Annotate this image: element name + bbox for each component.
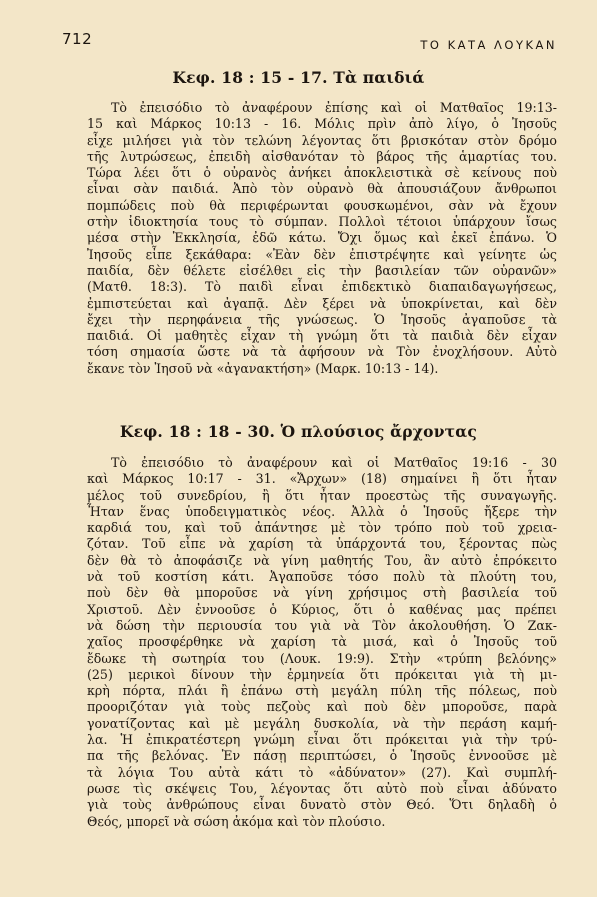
text-line: καρδιά του, καὶ τοῦ ἀπάντησε μὲ τὸν τρόπο ποὺ τοῦ χρεια- bbox=[87, 520, 557, 536]
text-line: δὲν θὰ τὸ ἀποφάσιζε νὰ γίνη μαθητής Του, ἂν αὐτὸ ἐπρόκειτο bbox=[87, 552, 557, 568]
text-line: Τὸ ἐπεισόδιο τὸ ἀναφέρουν ἐπίσης καὶ οἱ Ματθαῖος 19:13- bbox=[111, 100, 557, 115]
text-line: παιδιά. Οἱ μαθητὲς εἶχαν τὴ γνώμη ὅτι τὰ παιδιὰ δὲν εἶχαν bbox=[87, 328, 557, 344]
text-line: ποὺ δὲν θὰ μποροῦσε νὰ γίνη χρήσιμος στὴ βασιλεία τοῦ bbox=[87, 585, 557, 601]
text-line: Τὸ ἐπεισόδιο τὸ ἀναφέρουν καὶ οἱ Ματθαῖος 19:16 - 30 bbox=[111, 455, 557, 470]
text-line: τόση σημασία ὥστε νὰ τὰ ἀφήσουν νὰ Τὸν ἐνοχλήσουν. Αὐτὸ bbox=[87, 344, 557, 360]
text-line: πομπώδεις ποὺ θὰ περιφέρωνται φουσκωμένοι, σὰν νὰ ἔχουν bbox=[87, 197, 557, 213]
text-line: γιὰ τοὺς ἀνθρώπους εἶναι δυνατὸ στὸν Θεό. Ὅτι δηλαδὴ ὁ bbox=[87, 797, 557, 813]
text-line: μέλος τοῦ συνεδρίου, ἢ ὅτι ἦταν προεστὼς τῆς συναγωγῆς. bbox=[87, 487, 557, 503]
page-number: 712 bbox=[62, 30, 93, 48]
text-line: λα. Ἡ ἐπικρατέστερη γνώμη εἶναι ὅτι πρόκειται γιὰ τὴν τρύ- bbox=[87, 732, 557, 748]
text-line: προοριζόταν γιὰ τοὺς πεζοὺς καὶ ποὺ δὲν μποροῦσε, παρὰ bbox=[87, 699, 557, 715]
text-line: πα τῆς βελόνας. Ἐν πάσῃ περιπτώσει, ὁ Ἰησοῦς ἐννοοῦσε μὲ bbox=[87, 748, 557, 764]
text-line: Χριστοῦ. Δὲν ἐννοοῦσε ὁ Κύριος, ὅτι ὁ καθένας μας πρέπει bbox=[87, 601, 557, 617]
text-line: Θεός, μπορεῖ νὰ σώση ἀκόμα καὶ τὸν πλούσιο. bbox=[87, 813, 386, 829]
text-line: (25) μερικοὶ δίνουν τὴν ἑρμηνεία ὅτι πρόκειται γιὰ τὴ μι- bbox=[87, 666, 557, 682]
text-line: Ἦταν ἕνας ὑποδειγματικὸς νέος. Ἀλλὰ ὁ Ἰησοῦς ἤξερε τὴν bbox=[87, 503, 557, 519]
text-line: εἶχε μιλήσει γιὰ τὸν τελώνη λέγοντας ὅτι βρισκόταν στὸν δρόμο bbox=[87, 132, 557, 148]
text-line: ἔδωκε τὴ σωτηρία του (Λουκ. 19:9). Στὴν «τρύπη βελόνης» bbox=[87, 650, 557, 666]
text-line: Τώρα λέει ὅτι ὁ οὐρανὸς ἀνήκει ἀποκλειστικὰ σὲ κείνους ποὺ bbox=[87, 165, 557, 181]
text-line: χαῖος προσφέρθηκε νὰ χαρίση τὰ μισά, καὶ ὁ Ἰησοῦς τοῦ bbox=[87, 634, 557, 650]
text-line: γονατίζοντας καὶ μὲ μεγάλη δυσκολία, νὰ τὴν περάση καμή- bbox=[87, 715, 557, 731]
text-line: παιδία, δὲν θέλετε εἰσέλθει εἰς τὴν βασιλείαν τῶν οὐρανῶν» bbox=[87, 262, 557, 278]
text-line: Ἰησοῦς εἶπε ξεκάθαρα: «Ἐὰν δὲν ἐπιστρέψητε καὶ γείνητε ὡς bbox=[87, 246, 557, 262]
text-line: ζόταν. Τοῦ εἶπε νὰ χαρίση τὰ ὑπάρχοντά του, ξέροντας πὼς bbox=[87, 536, 557, 552]
section-heading-rich-ruler: Κεφ. 18 : 18 - 30. Ὁ πλούσιος ἄρχοντας bbox=[119, 422, 478, 441]
running-head: ΤΟ ΚΑΤΑ ΛΟΥΚΑΝ bbox=[420, 38, 557, 52]
text-line: κρὴ πόρτα, πλάι ἢ ἐπάνω στὴ μεγάλη πύλη τῆς πόλεως, ποὺ bbox=[87, 683, 557, 699]
paragraph-children bbox=[87, 100, 557, 377]
text-line: ἐμπιστεύεται καὶ ἀγαπᾷ. Δὲν ξέρει νὰ ὑποκρίνεται, καὶ δὲν bbox=[87, 295, 557, 311]
text-line: στὴν ἰδιοκτησία τους τὸ σύμπαν. Πολλοὶ τέτοιοι ὑπάρχουν ἴσως bbox=[87, 214, 557, 230]
text-line: νὰ δώση τὴν περιουσία του γιὰ νὰ Τὸν ἀκολουθήση. Ὁ Ζακ- bbox=[87, 617, 557, 633]
text-line: ἔκανε τὸν Ἰησοῦ νὰ «ἀγανακτήση» (Μαρκ. 10:13 - 14). bbox=[87, 360, 439, 376]
text-line: μέσα στὴν Ἐκκλησία, ἐδῶ κάτω. Ὄχι ὅμως καὶ ἐκεῖ ἐπάνω. Ὁ bbox=[87, 230, 557, 246]
text-line: ρωσε τὶς σκέψεις Του, λέγοντας ὅτι αὐτὸ ποὺ εἶναι ἀδύνατο bbox=[87, 780, 557, 796]
text-line: (Ματθ. 18:3). Τὸ παιδὶ εἶναι ἐπιδεκτικὸ διαπαιδαγωγήσεως, bbox=[87, 279, 557, 295]
text-line: νὰ τοῦ κοστίση κάτι. Ἀγαποῦσε τόσο πολὺ τὰ πλούτη του, bbox=[87, 569, 557, 585]
text-line: 15 καὶ Μάρκος 10:13 - 16. Μόλις πρὶν ἀπὸ λίγο, ὁ Ἰησοῦς bbox=[87, 116, 557, 132]
text-line: τὰ λόγια Του αὐτὰ κάτι τὸ «ἀδύνατον» (27). Καὶ συμπλή- bbox=[87, 764, 557, 780]
paragraph-rich-ruler bbox=[87, 455, 557, 830]
text-line: τῆς λυτρώσεως, ἐπειδὴ αἰσθανόταν τὸ βάρος τῆς ἁμαρτίας του. bbox=[87, 148, 557, 164]
text-line: ἔχει τὴν περηφάνεια τῆς γνώσεως. Ὁ Ἰησοῦς ἀγαποῦσε τὰ bbox=[87, 311, 557, 327]
text-line: καὶ Μάρκος 10:17 - 31. «Ἄρχων» (18) σημαίνει ἢ ὅτι ἦταν bbox=[87, 471, 557, 487]
text-line: εἶναι σὰν παιδιά. Ἀπὸ τὸν οὐρανὸ θὰ ἀπουσιάζουν ἄνθρωποι bbox=[87, 181, 557, 197]
section-heading-children: Κεφ. 18 : 15 - 17. Τὰ παιδιά bbox=[172, 68, 425, 87]
